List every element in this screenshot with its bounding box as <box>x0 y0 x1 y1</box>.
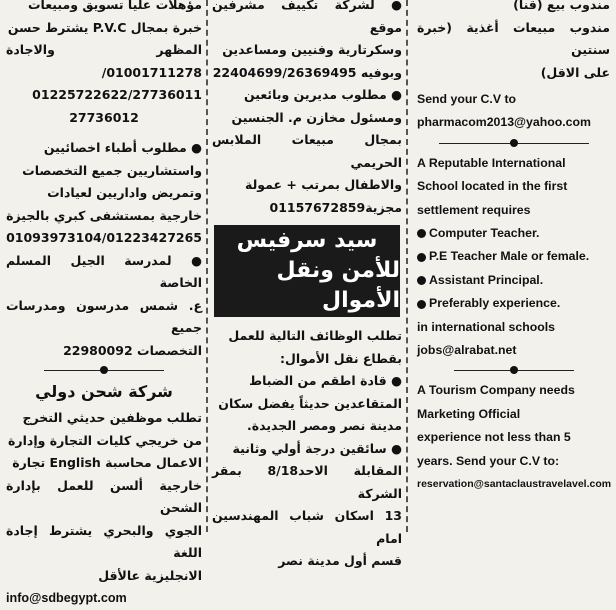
ad-line: مؤهلات عليا تسويق ومبيعات <box>27 0 202 12</box>
ad-line: مجزية01157672859 <box>269 199 402 215</box>
ad-line: 01225722622/27736011 <box>32 87 202 102</box>
middle-column <box>208 0 406 568</box>
tourism-line: experience not less than 5 <box>417 430 571 445</box>
ad-line: التخصصات 22980092 <box>63 342 202 358</box>
ad-line: الانجليزية عالأقل <box>98 567 202 583</box>
school-line: School located in the first <box>417 179 568 194</box>
ad-line: وتمريض واداريين لعيادات <box>47 185 202 200</box>
ad-line: بمجال مبيعات الملابس الحريمي <box>212 132 402 170</box>
bullet-icon <box>417 300 426 309</box>
separator-dot <box>100 366 108 374</box>
tourism-line: Marketing Official <box>417 406 521 421</box>
ad-line: المقابلة الاحد8/18 بمقر الشركة <box>212 463 402 501</box>
ad-line: خارجية ألسن للعمل بإدارة الشحن <box>6 477 202 515</box>
ad-line: خارجية بمستشفى كبري بالجيزة <box>6 207 202 223</box>
ad-line: ● قادة اطقم من الضباط <box>249 373 402 388</box>
bullet-icon <box>417 253 426 262</box>
school-line: in international schools <box>417 319 556 334</box>
ad-line: ● مطلوب أطباء اخصائيين <box>43 140 202 155</box>
separator-dot <box>510 366 518 374</box>
ad-line: وسكرتارية وفنيين ومساعدين <box>222 42 402 57</box>
ad-line: المظهر والاجادة 01001711278/ <box>6 42 202 80</box>
shipping-email: info@sdbegypt.com <box>6 591 127 605</box>
ad-line: مندوب مبيعات أغذية (خبرة سنتين <box>417 19 610 57</box>
school-bullet <box>417 245 610 268</box>
ad-line: مندوب بيع (قنا) <box>513 0 610 12</box>
separator-rule <box>454 370 574 371</box>
tourism-line: years. Send your C.V to: <box>417 453 560 468</box>
school-bullet <box>417 292 610 315</box>
shipping-company-title: شركة شحن دولي <box>35 382 173 401</box>
ad-line: ومسئول مخازن م. الجنسين <box>231 109 402 125</box>
ad-line: من خريجي كليات التجارة وإدارة <box>8 432 202 448</box>
bullet-text: Assistant Principal. <box>429 272 544 287</box>
bullet-icon <box>417 276 426 285</box>
ad-line: 27736012 <box>69 109 139 125</box>
pharma-email: pharmacom2013@yahoo.com <box>417 115 591 130</box>
ad-line: 01093973104/01223427265 <box>6 230 202 245</box>
bullet-icon <box>417 229 426 238</box>
school-bullet <box>417 222 610 245</box>
security-company-banner <box>214 225 400 317</box>
ad-line: تطلب الوظائف التالية للعمل <box>228 328 402 343</box>
ad-line: ● مطلوب مديرين وبائعين <box>243 87 402 102</box>
ad-line: الجوي والبحري يشترط إجادة اللغة <box>6 522 202 560</box>
left-column <box>0 0 206 605</box>
bullet-text: Computer Teacher. <box>429 226 540 241</box>
ad-line: الاعمال محاسبة English تجارة <box>12 455 202 470</box>
separator-rule <box>439 143 589 144</box>
ad-line: قسم أول مدينة نصر <box>278 553 402 568</box>
school-email: jobs@alrabat.net <box>417 343 517 358</box>
tourism-email: reservation@santaclaustravelavel.com <box>417 478 612 491</box>
tourism-line: A Tourism Company needs <box>417 383 575 398</box>
ad-line: تطلب موظفين حديثي التخرج <box>22 410 202 425</box>
separator-dot <box>510 139 518 147</box>
column-divider <box>406 0 408 532</box>
school-line: A Reputable International <box>417 155 566 170</box>
right-column <box>409 0 616 532</box>
ad-line: وبوفيه 22404699/26369495 <box>212 64 402 80</box>
ad-line: المتقاعدين حديثاً يفضل سكان <box>218 395 402 411</box>
ad-line: على الاقل) <box>540 64 610 80</box>
banner-tagline: للأمن ونقل الأموال <box>276 258 400 313</box>
school-bullet <box>417 269 610 292</box>
ad-line: مدينة نصر ومصر الجديدة. <box>246 418 402 433</box>
separator-rule <box>44 370 164 371</box>
ad-line: واستشاريين جميع التخصصات <box>22 162 202 178</box>
ad-line: والاطفال بمرتب + عمولة <box>244 177 402 192</box>
ad-line: 13 اسكان شباب المهندسين امام <box>212 508 402 546</box>
school-line: settlement requires <box>417 202 531 217</box>
ad-line: ● لمدرسة الجيل المسلم الخاصة <box>6 252 202 290</box>
ad-line: ● لشركة تكييف مشرفين موقع <box>212 0 402 35</box>
send-cv-text: Send your C.V to <box>417 92 517 106</box>
bullet-text: P.E Teacher Male or female. <box>429 249 590 264</box>
ad-line: خبرة بمجال P.V.C يشترط حسن <box>7 19 202 35</box>
ad-line: ع. شمس مدرسون ومدرسات جميع <box>6 297 202 335</box>
ad-line: بقطاع نقل الأموال: <box>280 350 402 366</box>
banner-company-name: سيد سرفيس <box>236 228 378 253</box>
ad-line: ● سائقين درجة أولي وثانية <box>232 440 402 456</box>
bullet-text: Preferably experience. <box>429 296 561 311</box>
